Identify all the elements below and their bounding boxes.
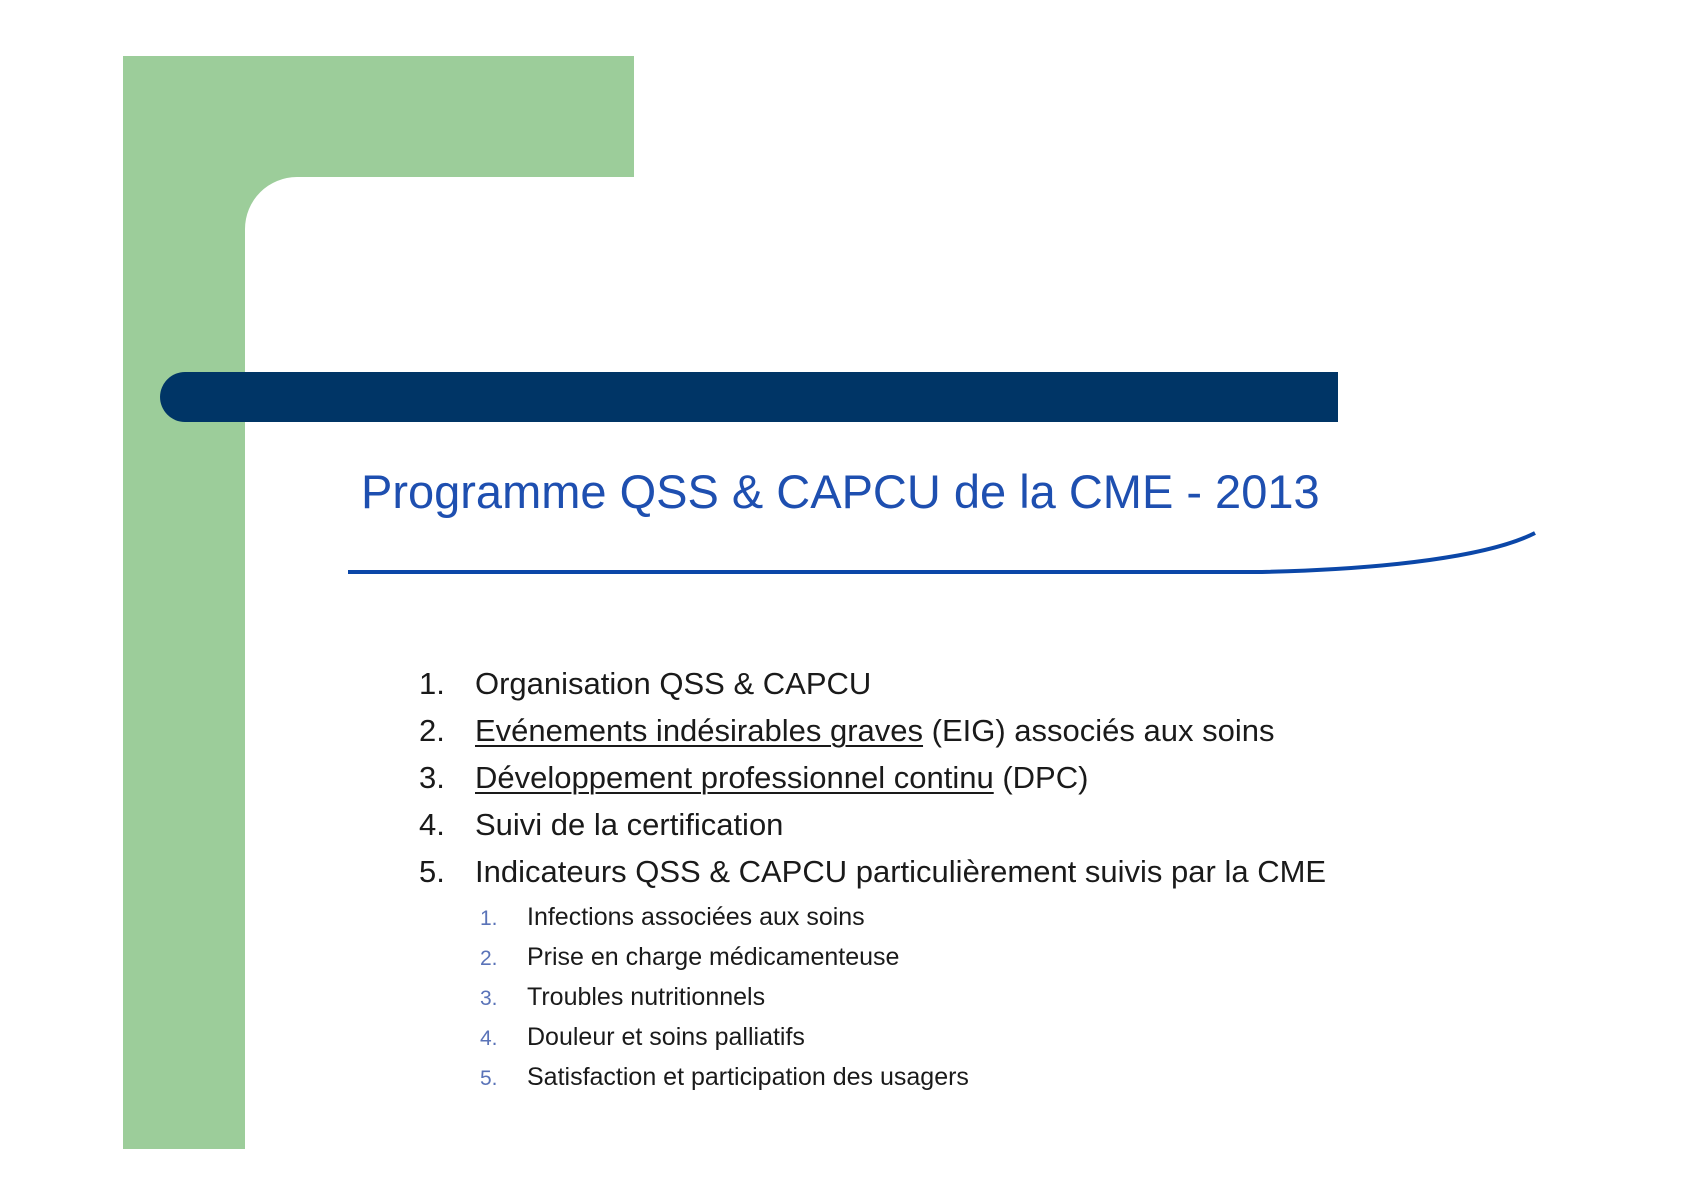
sub-list-item (480, 939, 1326, 979)
sub-list-item (480, 979, 1326, 1019)
agenda-item (419, 805, 1326, 852)
agenda-item-number: 5. (419, 854, 445, 889)
agenda-list (419, 664, 1326, 1099)
agenda-item-label: Suivi de la certification (475, 807, 784, 842)
sub-item-label: Infections associées aux soins (527, 903, 865, 931)
sub-item-label: Troubles nutritionnels (527, 983, 766, 1011)
agenda-item-label: Indicateurs QSS & CAPCU particulièrement suivis par la CME (475, 854, 1327, 889)
sub-item-number: 2. (480, 947, 498, 970)
sub-list-item (480, 899, 1326, 939)
agenda-item-label: Organisation QSS & CAPCU (475, 666, 872, 701)
sub-item-label: Douleur et soins palliatifs (527, 1023, 805, 1051)
indicator-sub-list (419, 899, 1326, 1099)
agenda-item-link[interactable]: Evénements indésirables graves (475, 713, 924, 748)
agenda-item-number: 2. (419, 713, 445, 748)
sub-item-number: 5. (480, 1067, 498, 1090)
sub-item-number: 4. (480, 1027, 498, 1050)
sub-item-number: 3. (480, 987, 498, 1010)
agenda-item (419, 852, 1326, 899)
sub-item-label: Satisfaction et participation des usagers (527, 1063, 969, 1091)
agenda-item-link[interactable]: Développement professionnel continu (475, 760, 994, 795)
sub-list-item (480, 1059, 1326, 1099)
title-underline-swoosh (348, 533, 1535, 572)
sub-item-label: Prise en charge médicamenteuse (527, 943, 900, 971)
sub-list-container (419, 899, 1326, 1099)
sub-item-number: 1. (480, 907, 498, 930)
sub-list-item (480, 1019, 1326, 1059)
navy-title-bar (160, 372, 1338, 422)
agenda-item-number: 3. (419, 760, 445, 795)
agenda-item-label: (EIG) associés aux soins (923, 713, 1275, 748)
agenda-item (419, 758, 1326, 805)
agenda-item-number: 1. (419, 666, 445, 701)
slide-title: Programme QSS & CAPCU de la CME - 2013 (361, 465, 1320, 518)
agenda-item-number: 4. (419, 807, 445, 842)
agenda-item-label: (DPC) (993, 760, 1089, 795)
agenda-item (419, 664, 1326, 711)
agenda-item (419, 711, 1326, 758)
